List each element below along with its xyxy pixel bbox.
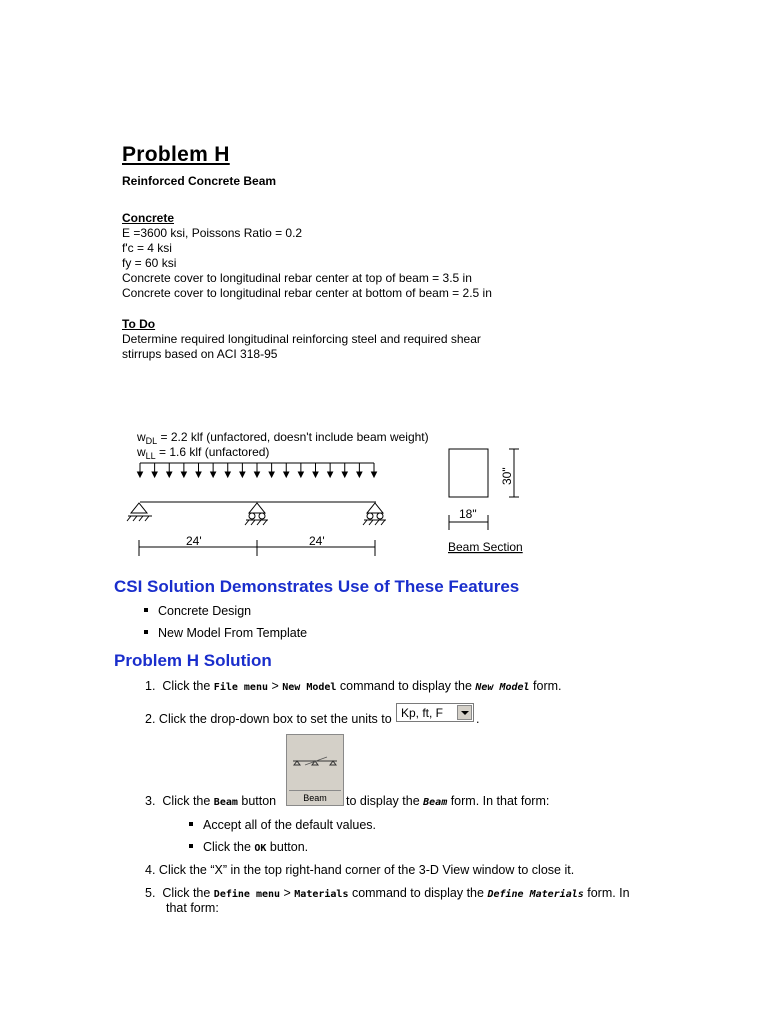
bullet-icon <box>189 822 193 826</box>
feature-item: Concrete Design <box>144 604 251 618</box>
units-dropdown[interactable] <box>396 703 474 722</box>
pin-support <box>127 503 152 521</box>
bullet-icon <box>144 630 148 634</box>
load-arrowhead <box>167 472 172 477</box>
features-heading: CSI Solution Demonstrates Use of These Features <box>114 577 520 596</box>
todo-line: Determine required longitudinal reinforcing steel and required shear <box>122 332 481 346</box>
section-caption: Beam Section <box>448 540 523 554</box>
todo-heading: To Do <box>122 317 156 331</box>
step-5: 5. Click the Define menu > Materials command to display the Define Materials form. In <box>145 886 630 900</box>
step-2: 2. Click the drop-down box to set the units to <box>145 712 392 726</box>
span-label-2: 24' <box>309 534 325 548</box>
feature-item: New Model From Template <box>144 626 307 640</box>
step-1: 1. Click the File menu > New Model command to display the New Model form. <box>145 679 562 693</box>
section-height-label: 30" <box>500 467 514 485</box>
bullet-icon <box>189 844 193 848</box>
problem-title: Problem H <box>122 143 230 166</box>
load-arrowhead <box>284 472 289 477</box>
load-arrowhead <box>138 472 143 477</box>
beam-template-icon <box>287 735 343 791</box>
beam-button[interactable] <box>286 734 344 806</box>
load-arrowhead <box>255 472 260 477</box>
step-5-cont: that form: <box>166 901 219 915</box>
load-arrowhead <box>225 472 230 477</box>
load-arrowhead <box>313 472 318 477</box>
load-arrowhead <box>372 472 377 477</box>
concrete-line: E =3600 ksi, Poissons Ratio = 0.2 <box>122 226 303 240</box>
bullet-icon <box>144 608 148 612</box>
todo-line: stirrups based on ACI 318-95 <box>122 347 278 361</box>
roller-support <box>363 503 386 525</box>
concrete-line: f'c = 4 ksi <box>122 241 172 255</box>
beam-button-label: Beam <box>303 793 327 803</box>
sub-item: Click the OK button. <box>189 840 308 854</box>
solution-heading: Problem H Solution <box>114 651 272 670</box>
concrete-heading: Concrete <box>122 211 175 225</box>
units-value: Kp, ft, F <box>401 706 444 720</box>
chevron-down-icon[interactable] <box>457 705 472 720</box>
step-2-end: . <box>476 712 480 726</box>
load-arrowhead <box>211 472 216 477</box>
wll-label: $w_{LL} = 1.6$ klf (unfactored) <box>137 445 270 461</box>
problem-subtitle: Reinforced Concrete Beam <box>122 174 277 188</box>
load-arrowhead <box>152 472 157 477</box>
span-label-1: 24' <box>186 534 202 548</box>
sub-item: Accept all of the default values. <box>189 818 376 832</box>
load-arrowhead <box>298 472 303 477</box>
load-arrowhead <box>342 472 347 477</box>
step-3: 3. Click the Beam button <box>145 794 277 808</box>
load-arrowhead <box>328 472 333 477</box>
wdl-label: $w_{DL} = 2.2$ klf (unfactored, doesn't include beam weight) <box>137 430 429 446</box>
step-4: 4. Click the “X” in the top right-hand corner of the 3-D View window to close it. <box>145 863 575 877</box>
concrete-line: Concrete cover to longitudinal rebar center at bottom of beam = 2.5 in <box>122 286 492 300</box>
step-3-cont: to display the Beam form. In that form: <box>346 794 550 808</box>
load-arrowhead <box>196 472 201 477</box>
span-dimension <box>139 540 375 556</box>
section-width-label: 18" <box>459 507 477 521</box>
concrete-line: Concrete cover to longitudinal rebar center at top of beam = 3.5 in <box>122 271 472 285</box>
beam-section-rect <box>449 449 488 497</box>
load-arrows <box>138 463 377 477</box>
concrete-line: fy = 60 ksi <box>122 256 177 270</box>
load-arrowhead <box>357 472 362 477</box>
load-arrowhead <box>240 472 245 477</box>
roller-support <box>245 503 268 525</box>
load-arrowhead <box>269 472 274 477</box>
load-arrowhead <box>181 472 186 477</box>
